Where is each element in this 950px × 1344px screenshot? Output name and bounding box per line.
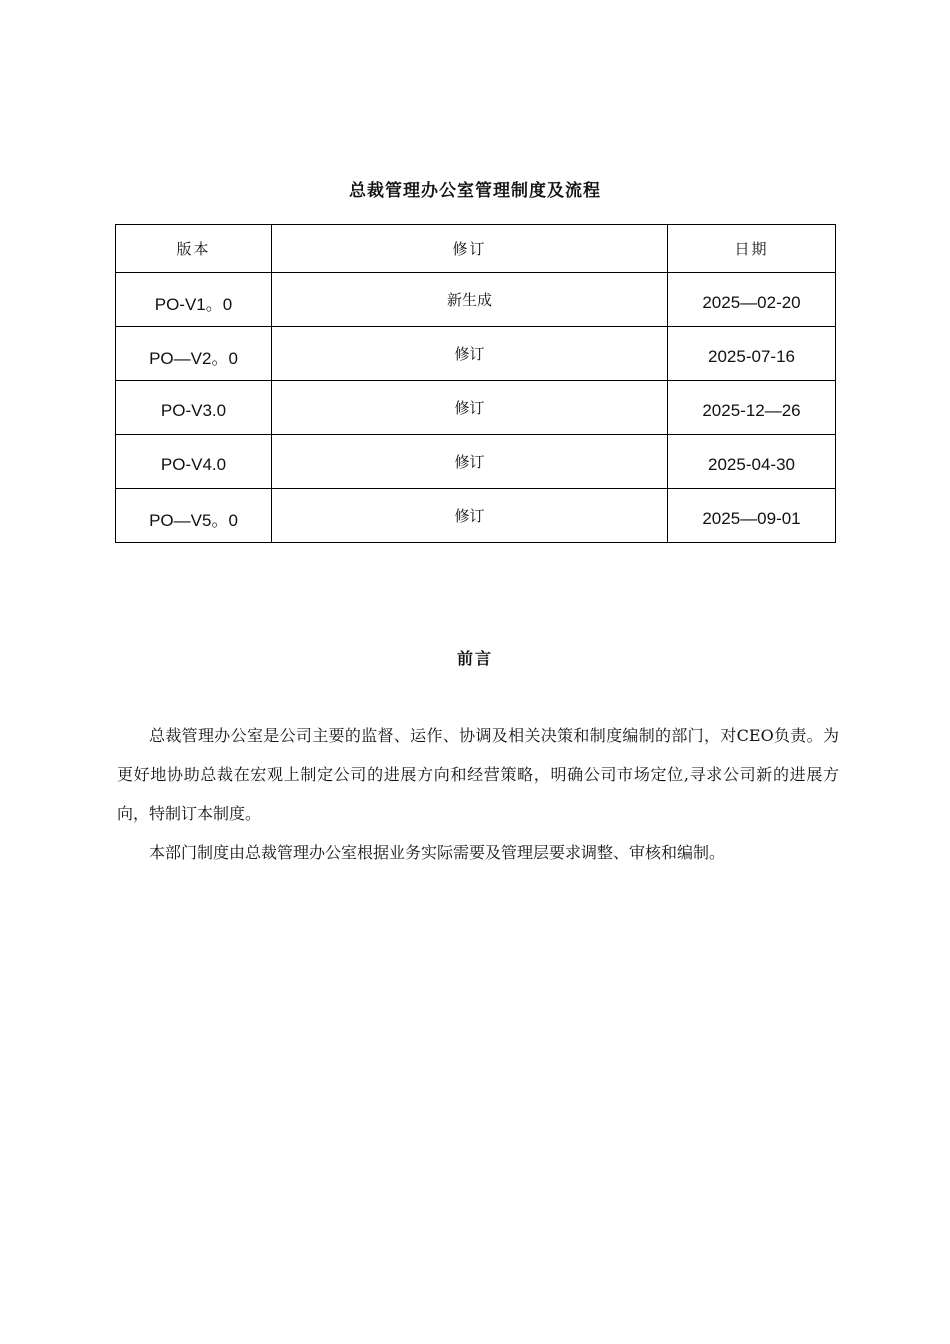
table-row bbox=[116, 489, 836, 543]
version-cell: PO-V1。0 bbox=[116, 273, 272, 327]
column-header-date: 日期 bbox=[668, 225, 836, 273]
version-history-table bbox=[115, 224, 836, 543]
table-row bbox=[116, 273, 836, 327]
document-title: 总裁管理办公室管理制度及流程 bbox=[349, 181, 601, 201]
table-row bbox=[116, 327, 836, 381]
date-cell: 2025-07-16 bbox=[668, 327, 836, 381]
table-header-row bbox=[116, 225, 836, 273]
version-cell: PO-V3.0 bbox=[116, 381, 272, 435]
version-cell: PO—V5。0 bbox=[116, 489, 272, 543]
date-cell: 2025—09-01 bbox=[668, 489, 836, 543]
table-row bbox=[116, 435, 836, 489]
revision-cell: 修订 bbox=[272, 489, 668, 543]
revision-cell: 修订 bbox=[272, 435, 668, 489]
column-header-version: 版本 bbox=[116, 225, 272, 273]
date-cell: 2025-12—26 bbox=[668, 381, 836, 435]
date-cell: 2025—02-20 bbox=[668, 273, 836, 327]
preface-paragraph: 总裁管理办公室是公司主要的监督、运作、协调及相关决策和制度编制的部门，对CEO负责。为更好地协助总裁在宏观上制定公司的进展方向和经营策略，明确公司市场定位,寻求公司新的进展方向，特制订本制度。 bbox=[117, 726, 839, 823]
version-cell: PO—V2。0 bbox=[116, 327, 272, 381]
preface-heading: 前言 bbox=[456, 649, 493, 668]
revision-cell: 修订 bbox=[272, 327, 668, 381]
revision-cell: 新生成 bbox=[272, 273, 668, 327]
column-header-revision: 修订 bbox=[272, 225, 668, 273]
version-cell: PO-V4.0 bbox=[116, 435, 272, 489]
revision-cell: 修订 bbox=[272, 381, 668, 435]
date-cell: 2025-04-30 bbox=[668, 435, 836, 489]
preface-paragraph: 本部门制度由总裁管理办公室根据业务实际需要及管理层要求调整、审核和编制。 bbox=[149, 843, 726, 862]
preface-body bbox=[117, 716, 839, 872]
table-row bbox=[116, 381, 836, 435]
